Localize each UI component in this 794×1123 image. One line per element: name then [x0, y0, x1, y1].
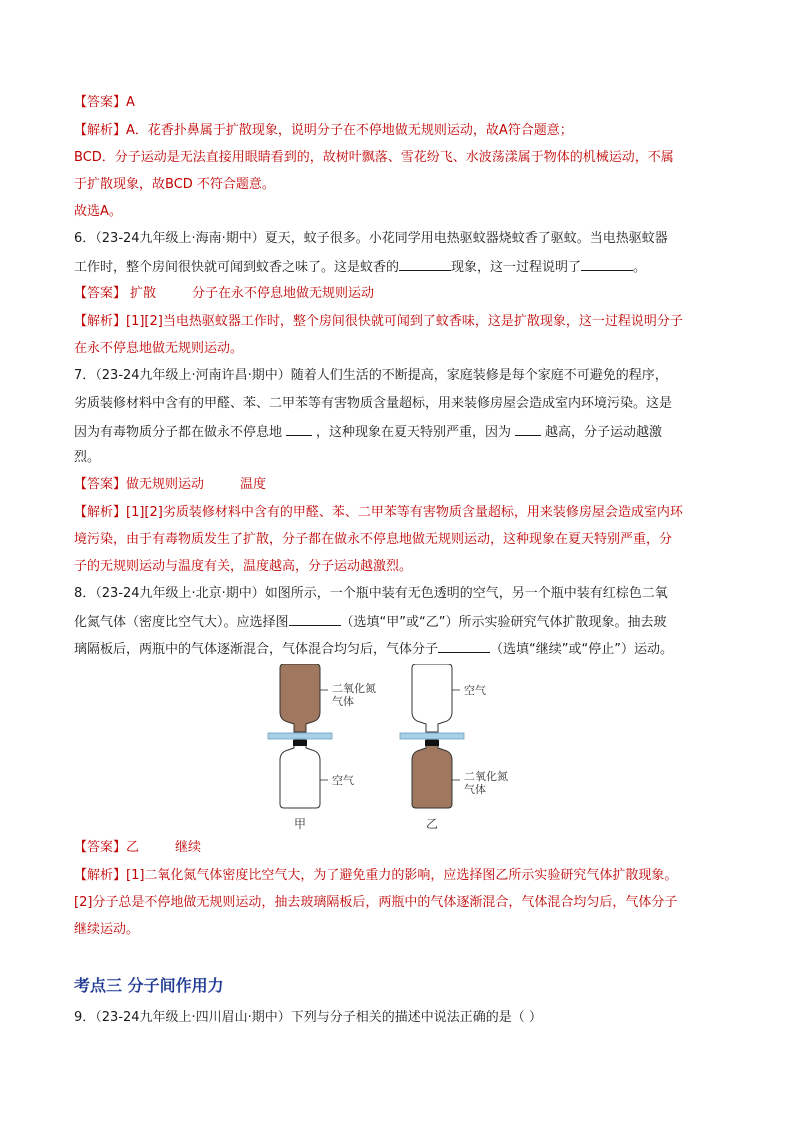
q7-stem-line1: 7．（23-24九年级上·河南许昌·期中）随着人们生活的不断提高，家庭装修是每个家庭不可避免的程序，: [74, 368, 668, 383]
right-caption: 乙: [426, 817, 439, 831]
left-bottom-label: 空气: [332, 774, 354, 787]
q5-analysis-text1: A．花香扑鼻属于扩散现象，说明分子在不停地做无规则运动，故A符合题意；: [126, 123, 573, 138]
right-bottom-bottle: [412, 740, 452, 808]
q6-stem-line2: [74, 256, 724, 278]
right-glass-plate: [400, 733, 464, 739]
q6-analysis-text1: [1][2]当电热驱蚊器工作时，整个房间很快就可闻到了蚊香味，这是扩散现象，这一过程说明分子: [126, 314, 683, 329]
q5-analysis-line1: [74, 121, 724, 141]
q8-answer2: 继续: [175, 840, 202, 855]
analysis-tag: 【解析】: [74, 123, 127, 138]
analysis-tag: 【解析】: [74, 505, 127, 520]
answer-tag: 【答案】: [74, 286, 127, 301]
q6-stem-text-b: 现象，这一过程说明了: [451, 260, 582, 275]
q6-analysis-line1: [74, 312, 724, 332]
q8-answer-line: [74, 838, 724, 858]
q8-analysis-text1: [1]二氧化氮气体密度比空气大，为了避免重力的影响，应选择图乙所示实验研究气体扩散现象。: [126, 868, 678, 883]
q6-stem-text-a: 工作时，整个房间很快就可闻到蚊香之味了。这是蚊香的: [74, 260, 400, 275]
q8-stem-text-a: 化氮气体（密度比空气大）。应选择图: [74, 615, 289, 630]
q7-stem-line3: [74, 421, 724, 443]
right-top-label: 空气: [464, 684, 486, 697]
q6-answer-line: [74, 284, 724, 304]
q7-stem-text-c: 越高，分子运动越激: [545, 425, 663, 440]
right-top-bottle: [412, 664, 452, 732]
q7-answer2: 温度: [240, 477, 267, 492]
q8-stem-line2: [74, 611, 724, 633]
q7-answer1: 做无规则运动: [126, 477, 205, 492]
q7-stem-text-a: 因为有毒物质分子都在做永不停息地: [74, 425, 283, 440]
analysis-tag: 【解析】: [74, 868, 127, 883]
q5-answer-line: [74, 93, 724, 113]
q7-stem-line2: 劣质装修材料中含有的甲醛、苯、二甲苯等有害物质含量超标，用来装修房屋会造成室内环境污染。这是: [74, 396, 673, 411]
left-bottom-bottle: [280, 740, 320, 808]
answer-blank: [289, 611, 341, 626]
q7-analysis-line2: 境污染，由于有毒物质发生了扩散，分子都在做永不停息地做无规则运动，这种现象在夏天特别严重，分: [74, 532, 673, 547]
q6-analysis-line2: 在永不停息地做无规则运动。: [74, 341, 244, 356]
left-top-label: [332, 682, 376, 708]
q7-stem-line4: 烈。: [74, 450, 101, 465]
section-heading: 考点三 分子间作用力: [74, 976, 224, 995]
q6-answer1: 扩散: [130, 286, 157, 301]
left-caption: 甲: [294, 817, 307, 831]
q8-stem-text-b: （选填“继续”或“停止”）运动。: [490, 642, 673, 657]
q5-analysis-line2: BCD．分子运动是无法直接用眼睛看到的，故树叶飘落、雪花纷飞、水波荡漾属于物体的机械运动，不属: [74, 150, 674, 165]
q7-analysis-line3: 子的无规则运动与温度有关，温度越高，分子运动越激烈。: [74, 559, 413, 574]
left-top-bottle: [280, 664, 320, 732]
answer-tag: 【答案】: [74, 840, 127, 855]
q7-analysis-line1: [74, 503, 724, 523]
left-top-label-line2: 气体: [332, 695, 354, 708]
answer-blank: [581, 256, 633, 271]
answer-tag: 【答案】: [74, 477, 127, 492]
q8-stem-line1: 8．（23-24九年级上·北京·期中）如图所示，一个瓶中装有无色透明的空气，另一个瓶中装有红棕色二氧: [74, 586, 668, 601]
q9-stem-line1: 9．（23-24九年级上·四川眉山·期中）下列与分子相关的描述中说法正确的是（ ）: [74, 1010, 542, 1025]
q6-stem-line1: 6．（23-24九年级上·海南·期中）夏天，蚊子很多。小花同学用电热驱蚊器烧蚊香了驱蚊。当电热驱蚊器: [74, 231, 668, 246]
analysis-tag: 【解析】: [74, 314, 127, 329]
answer-blank: [399, 256, 451, 271]
left-top-label-line1: 二氧化氮: [332, 682, 376, 695]
left-glass-plate: [268, 733, 332, 739]
q8-analysis-line1: [74, 866, 724, 886]
diffusion-figure: [262, 664, 522, 834]
right-bottom-label: [464, 770, 508, 796]
q8-stem-line3: [74, 638, 724, 660]
q8-stem-text-b: （选填“甲”或“乙”）所示实验研究气体扩散现象。抽去玻: [340, 615, 667, 630]
q7-analysis-text1: [1][2]劣质装修材料中含有的甲醛、苯、二甲苯等有害物质含量超标，用来装修房屋会造成室内环: [126, 505, 683, 520]
left-bottle-neck: [293, 740, 307, 746]
answer-blank: [286, 421, 312, 436]
right-bottom-label-line2: 气体: [464, 783, 486, 796]
q8-stem-text-a: 璃隔板后，两瓶中的气体逐渐混合，气体混合均匀后，气体分子: [74, 642, 439, 657]
q5-answer: A: [126, 95, 135, 110]
answer-blank: [515, 421, 541, 436]
q8-analysis-line2: [2]分子总是不停地做无规则运动，抽去玻璃隔板后，两瓶中的气体逐渐混合，气体混合均匀后，气体分子: [74, 895, 678, 910]
q6-answer2: 分子在永不停息地做无规则运动: [192, 286, 375, 301]
q7-stem-text-b: ，这种现象在夏天特别严重，因为: [316, 425, 512, 440]
q6-stem-text-c: 。: [633, 260, 647, 275]
q5-analysis-line4: 故选A。: [74, 204, 122, 219]
q5-analysis-line3: 于扩散现象，故BCD 不符合题意。: [74, 177, 275, 192]
right-bottle-neck: [425, 740, 439, 746]
q7-answer-line: [74, 475, 724, 495]
answer-tag: 【答案】: [74, 95, 127, 110]
q8-analysis-line3: 继续运动。: [74, 922, 140, 937]
right-bottom-label-line1: 二氧化氮: [464, 770, 508, 783]
q8-answer1: 乙: [126, 840, 140, 855]
answer-blank: [438, 638, 490, 653]
